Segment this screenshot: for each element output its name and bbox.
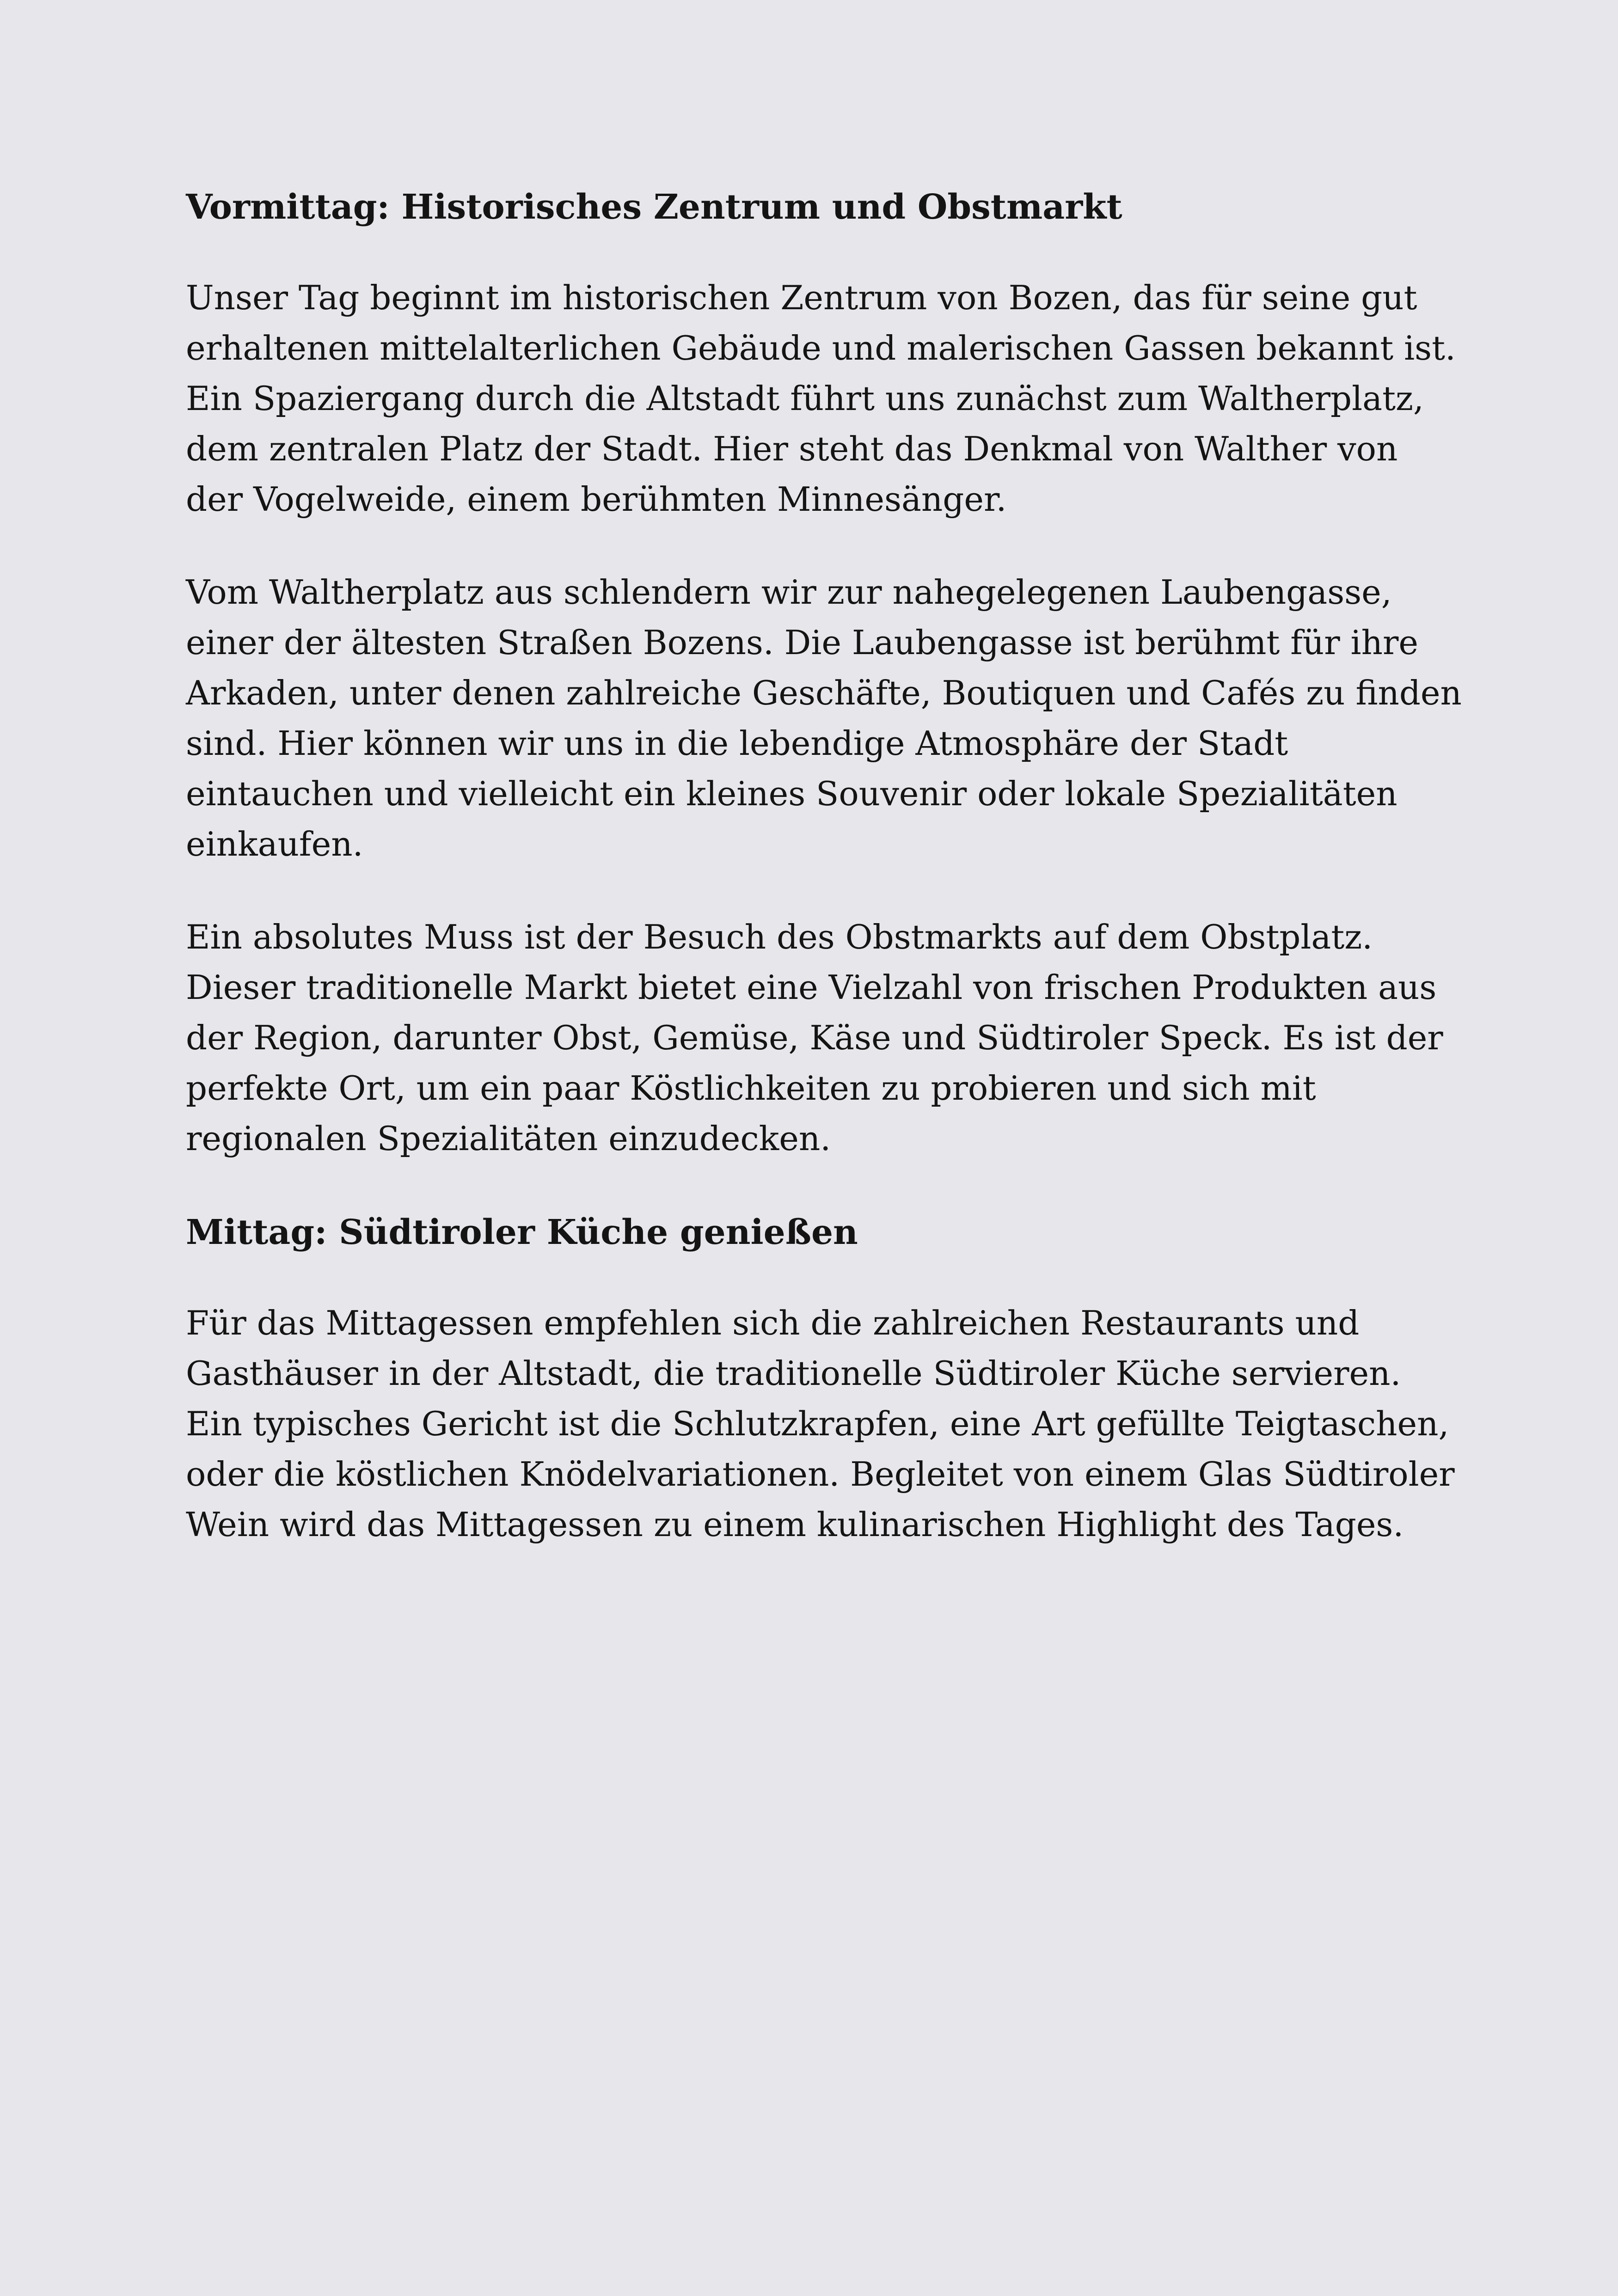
document-content [186,182,1462,1550]
paragraph-mittagessen: Für das Mittagessen empfehlen sich die zahlreichen Restaurants und Gasthäuser in der Altstadt, die traditionelle Südtiroler Küche servieren. Ein typisches Gericht ist die Schlutzkrapfen, eine Art gefüllte Teigtaschen, oder die köstlichen Knödelvariationen. Begleitet von einem Glas Südtiroler Wein wird das Mittagessen zu einem kulinarischen Highlight des Tages. [186,1304,1455,1544]
section-heading-mittag: Mittag: Südtiroler Küche genießen [186,1212,858,1252]
paragraph-obstmarkt: Ein absolutes Muss ist der Besuch des Obstmarkts auf dem Obstplatz. Dieser traditionelle Markt bietet eine Vielzahl von frischen Produkten aus der Region, darunter Obst, Gemüse, Käse und Südtiroler Speck. Es ist der perfekte Ort, um ein paar Köstlichkeiten zu probieren und sich mit regionalen Spezialitäten einzudecken. [186,918,1443,1158]
paragraph-laubengasse: Vom Waltherplatz aus schlendern wir zur nahegelegenen Laubengasse, einer der ältesten Straßen Bozens. Die Laubengasse ist berühmt für ihre Arkaden, unter denen zahlreiche Geschäfte, Boutiquen und Cafés zu finden sind. Hier können wir uns in die lebendige Atmosphäre der Stadt eintauchen und vielleicht ein kleines Souvenir oder lokale Spezialitäten einkaufen. [186,573,1462,863]
section-heading-vormittag: Vormittag: Historisches Zentrum und Obstmarkt [186,187,1122,227]
paragraph-altstadt: Unser Tag beginnt im historischen Zentrum von Bozen, das für seine gut erhaltenen mittelalterlichen Gebäude und malerischen Gassen bekannt ist. Ein Spaziergang durch die Altstadt führt uns zunächst zum Waltherplatz, dem zentralen Platz der Stadt. Hier steht das Denkmal von Walther von der Vogelweide, einem berühmten Minnesänger. [186,278,1456,519]
